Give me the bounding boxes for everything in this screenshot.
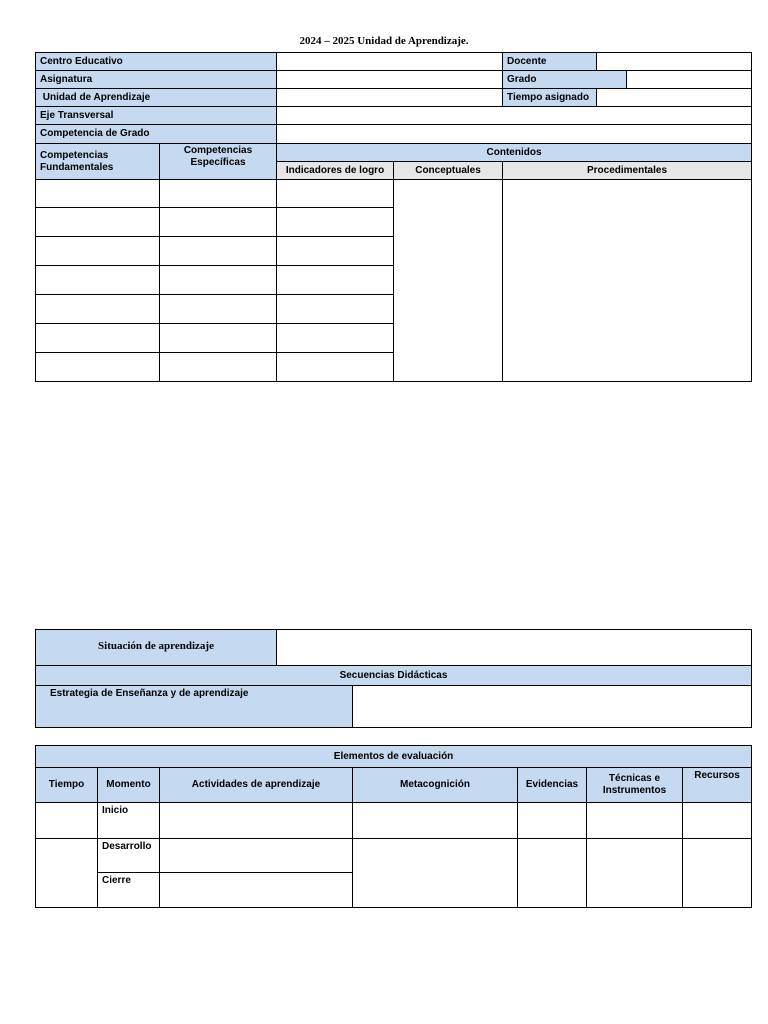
situacion-label: Situación de aprendizaje — [36, 630, 277, 666]
competencia-especifica-cell[interactable] — [160, 266, 277, 295]
docente-field[interactable] — [597, 53, 752, 71]
competencia-grado-label: Competencia de Grado — [36, 125, 277, 144]
indicador-cell[interactable] — [277, 324, 394, 353]
competencia-especifica-cell[interactable] — [160, 353, 277, 382]
indicador-cell[interactable] — [277, 295, 394, 324]
eje-transversal-label: Eje Transversal — [36, 107, 277, 125]
document-title: 2024 – 2025 Unidad de Aprendizaje. — [299, 35, 469, 47]
actividades-cell[interactable] — [160, 873, 353, 908]
momento-cierre: Cierre — [98, 873, 160, 908]
conceptuales-cell[interactable] — [394, 180, 503, 382]
indicador-cell[interactable] — [277, 208, 394, 237]
asignatura-field[interactable] — [277, 71, 503, 89]
asignatura-label: Asignatura — [36, 71, 277, 89]
competencia-grado-field[interactable] — [277, 125, 752, 144]
competencia-especifica-cell[interactable] — [160, 237, 277, 266]
momento-inicio: Inicio — [98, 803, 160, 839]
competencia-especifica-cell[interactable] — [160, 208, 277, 237]
evidencias-cell[interactable] — [518, 839, 587, 908]
actividades-cell[interactable] — [160, 803, 353, 839]
tiempo-cell[interactable] — [36, 803, 98, 839]
recursos-cell[interactable] — [683, 839, 752, 908]
recursos-cell[interactable] — [683, 803, 752, 839]
situacion-field[interactable] — [277, 630, 752, 666]
eje-transversal-field[interactable] — [277, 107, 752, 125]
indicador-cell[interactable] — [277, 237, 394, 266]
competencia-fundamental-cell[interactable] — [36, 353, 160, 382]
conceptuales-header: Conceptuales — [394, 162, 503, 180]
tiempo-asignado-label: Tiempo asignado — [503, 89, 597, 107]
estrategia-label: Estrategia de Enseñanza y de aprendizaje — [36, 686, 353, 728]
evidencias-cell[interactable] — [518, 803, 587, 839]
tecnicas-header: Técnicas e Instrumentos — [587, 768, 683, 803]
competencia-fundamental-cell[interactable] — [36, 324, 160, 353]
table-row — [36, 803, 752, 839]
indicador-cell[interactable] — [277, 266, 394, 295]
indicadores-header: Indicadores de logro — [277, 162, 394, 180]
recursos-header: Recursos — [683, 768, 752, 803]
unidad-aprendizaje-field[interactable] — [277, 89, 503, 107]
evidencias-header: Evidencias — [518, 768, 587, 803]
evaluacion-table — [35, 745, 752, 908]
momento-desarrollo: Desarrollo — [98, 839, 160, 873]
momento-header: Momento — [98, 768, 160, 803]
centro-educativo-field[interactable] — [277, 53, 503, 71]
metacognicion-cell[interactable] — [353, 839, 518, 908]
tiempo-cell[interactable] — [36, 839, 98, 908]
planning-table — [35, 52, 752, 382]
competencia-fundamental-cell[interactable] — [36, 266, 160, 295]
procedimentales-header: Procedimentales — [503, 162, 752, 180]
competencias-fundamentales-header: Competencias Fundamentales — [36, 144, 160, 180]
tiempo-asignado-field[interactable] — [597, 89, 752, 107]
unidad-aprendizaje-label: Unidad de Aprendizaje — [36, 89, 277, 107]
competencias-especificas-header: Competencias Específicas — [160, 144, 277, 180]
table-row — [36, 180, 752, 208]
secuencias-header: Secuencias Didácticas — [36, 666, 752, 686]
competencia-especifica-cell[interactable] — [160, 324, 277, 353]
tiempo-header: Tiempo — [36, 768, 98, 803]
tecnicas-cell[interactable] — [587, 839, 683, 908]
tecnicas-cell[interactable] — [587, 803, 683, 839]
estrategia-field[interactable] — [353, 686, 752, 728]
indicador-cell[interactable] — [277, 353, 394, 382]
grado-field[interactable] — [627, 71, 752, 89]
table-row — [36, 839, 752, 873]
competencia-fundamental-cell[interactable] — [36, 295, 160, 324]
actividades-header: Actividades de aprendizaje — [160, 768, 353, 803]
docente-label: Docente — [503, 53, 597, 71]
procedimentales-cell[interactable] — [503, 180, 752, 382]
actividades-cell[interactable] — [160, 839, 353, 873]
metacognicion-cell[interactable] — [353, 803, 518, 839]
competencia-especifica-cell[interactable] — [160, 180, 277, 208]
competencia-fundamental-cell[interactable] — [36, 180, 160, 208]
centro-educativo-label: Centro Educativo — [36, 53, 277, 71]
situacion-table — [35, 629, 752, 728]
contenidos-header: Contenidos — [277, 144, 752, 162]
grado-label: Grado — [503, 71, 627, 89]
competencia-especifica-cell[interactable] — [160, 295, 277, 324]
competencia-fundamental-cell[interactable] — [36, 208, 160, 237]
evaluacion-title: Elementos de evaluación — [36, 746, 752, 768]
metacognicion-header: Metacognición — [353, 768, 518, 803]
indicador-cell[interactable] — [277, 180, 394, 208]
competencia-fundamental-cell[interactable] — [36, 237, 160, 266]
